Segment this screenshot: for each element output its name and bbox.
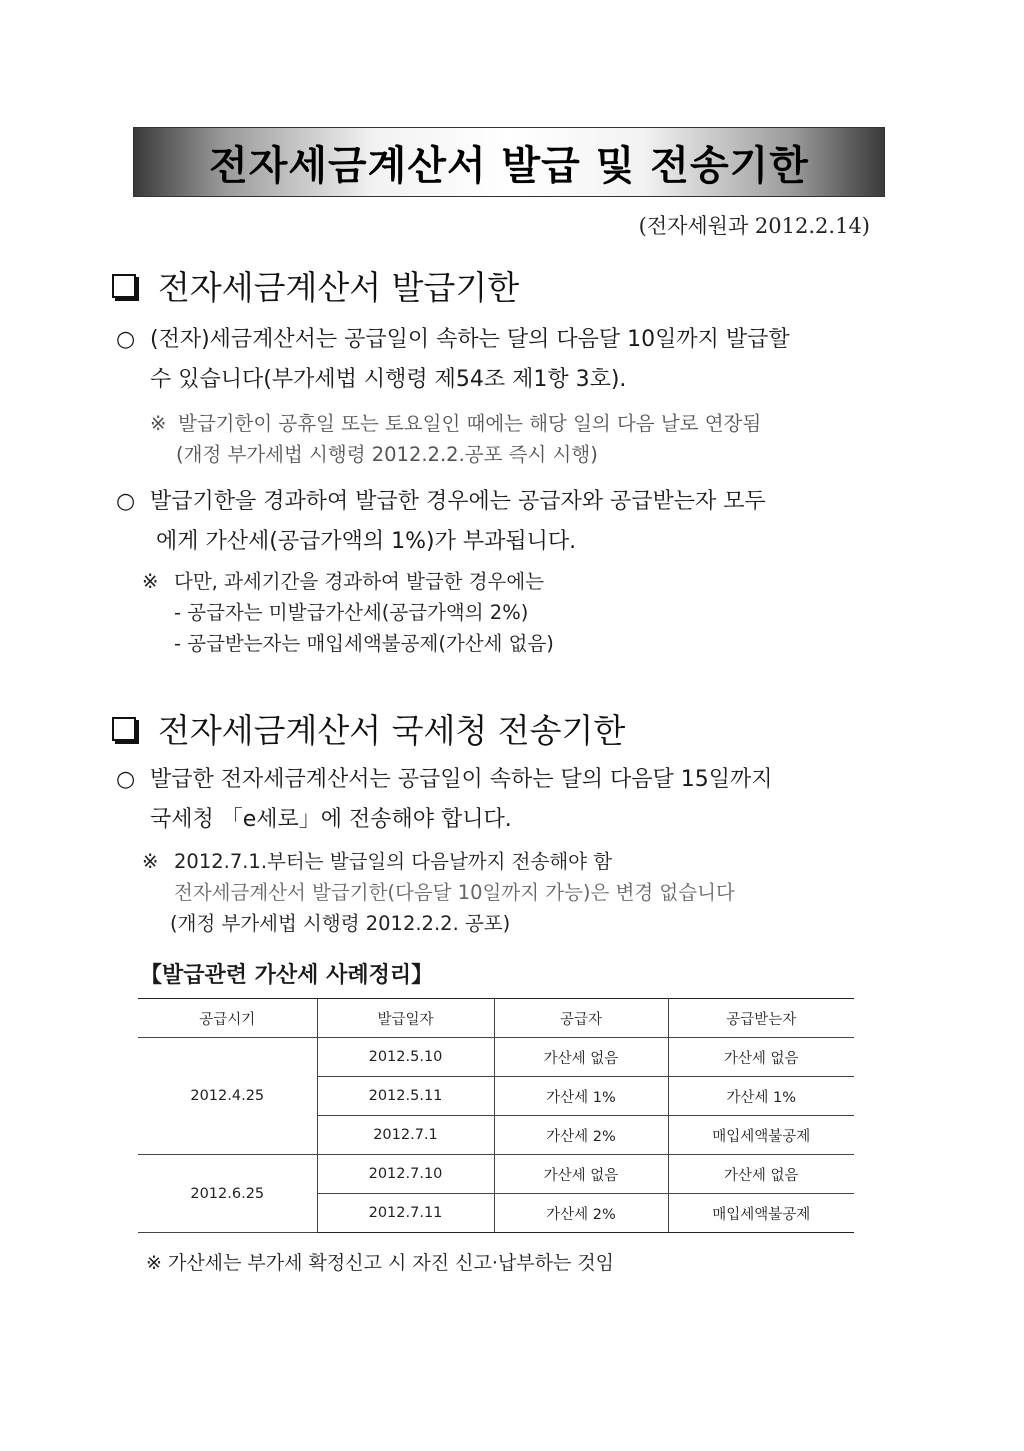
page-title: 전자세금계산서 발급 및 전송기한	[209, 142, 809, 189]
supplier-cell: 가산세 1%	[494, 1077, 668, 1116]
section1-para1	[116, 320, 790, 400]
receiver-cell: 가산세 없음	[668, 1038, 854, 1077]
section1-note1-line2: (개정 부가세법 시행령 2012.2.2.공포 즉시 시행)	[176, 443, 598, 466]
reference-mark-icon: ※	[150, 412, 167, 435]
checkbox-square-icon	[112, 717, 136, 741]
footnote: ※ 가산세는 부가세 확정신고 시 자진 신고·납부하는 것임	[146, 1252, 615, 1274]
section1-para2-line1: 발급기한을 경과하여 발급한 경우에는 공급자와 공급받는자 모두	[150, 489, 766, 514]
checkbox-square-icon	[112, 274, 136, 298]
header-supply-date: 공급시기	[138, 999, 317, 1038]
header-supplier: 공급자	[494, 999, 668, 1038]
issue-date-cell: 2012.7.10	[317, 1155, 494, 1194]
supply-date-cell: 2012.6.25	[138, 1155, 317, 1233]
header-issue-date: 발급일자	[317, 999, 494, 1038]
table-caption: 【발급관련 가산세 사례정리】	[140, 963, 434, 988]
section1-note1	[150, 408, 761, 470]
supplier-cell: 가산세 2%	[494, 1194, 668, 1233]
receiver-cell: 매입세액불공제	[668, 1194, 854, 1233]
section1-heading	[112, 262, 519, 309]
section1-para1-line1: (전자)세금계산서는 공급일이 속하는 달의 다음달 10일까지 발급할	[150, 327, 790, 352]
section2-para1	[116, 760, 773, 840]
supplier-cell: 가산세 2%	[494, 1116, 668, 1155]
section1-note2-line1: 다만, 과세기간을 경과하여 발급한 경우에는	[174, 570, 545, 593]
table-row	[138, 1155, 854, 1194]
section1-para1-line2: 수 있습니다(부가세법 시행령 제54조 제1항 3호).	[150, 367, 627, 392]
section1-note1-line1: 발급기한이 공휴일 또는 토요일인 때에는 해당 일의 다음 날로 연장됨	[178, 412, 762, 435]
section2-para1-line2: 국세청 「e세로」에 전송해야 합니다.	[150, 807, 512, 832]
penalty-cases-table	[138, 998, 854, 1233]
section2-note1-line3: (개정 부가세법 시행령 2012.2.2. 공포)	[170, 912, 511, 935]
receiver-cell: 가산세 1%	[668, 1077, 854, 1116]
reference-mark-icon: ※	[142, 570, 159, 593]
circle-bullet-icon: ○	[116, 327, 136, 352]
section1-heading-text: 전자세금계산서 발급기한	[158, 268, 520, 307]
circle-bullet-icon: ○	[116, 767, 136, 792]
section2-heading	[112, 705, 625, 752]
issue-date-cell: 2012.7.1	[317, 1116, 494, 1155]
reference-mark-icon: ※	[142, 850, 159, 873]
circle-bullet-icon: ○	[116, 489, 136, 514]
supplier-cell: 가산세 없음	[494, 1038, 668, 1077]
receiver-cell: 매입세액불공제	[668, 1116, 854, 1155]
table-row	[138, 1038, 854, 1077]
section1-para2	[116, 482, 766, 562]
section1-note2	[142, 566, 554, 659]
source-note: (전자세원과 2012.2.14)	[638, 214, 870, 238]
issue-date-cell: 2012.5.10	[317, 1038, 494, 1077]
issue-date-cell: 2012.7.11	[317, 1194, 494, 1233]
table-header-row	[138, 999, 854, 1038]
supply-date-cell: 2012.4.25	[138, 1038, 317, 1155]
section2-note1	[142, 846, 735, 939]
section2-note1-line2: 전자세금계산서 발급기한(다음달 10일까지 가능)은 변경 없습니다	[174, 881, 735, 904]
section2-para1-line1: 발급한 전자세금계산서는 공급일이 속하는 달의 다음달 15일까지	[150, 767, 773, 792]
section2-note1-line1: 2012.7.1.부터는 발급일의 다음날까지 전송해야 함	[174, 850, 613, 873]
section2-heading-text: 전자세금계산서 국세청 전송기한	[158, 711, 626, 750]
title-banner	[133, 127, 885, 197]
issue-date-cell: 2012.5.11	[317, 1077, 494, 1116]
section1-note2-line2: - 공급자는 미발급가산세(공급가액의 2%)	[174, 601, 529, 624]
section1-note2-line3: - 공급받는자는 매입세액불공제(가산세 없음)	[174, 632, 554, 655]
receiver-cell: 가산세 없음	[668, 1155, 854, 1194]
section1-para2-line2: 에게 가산세(공급가액의 1%)가 부과됩니다.	[156, 529, 577, 554]
header-receiver: 공급받는자	[668, 999, 854, 1038]
supplier-cell: 가산세 없음	[494, 1155, 668, 1194]
